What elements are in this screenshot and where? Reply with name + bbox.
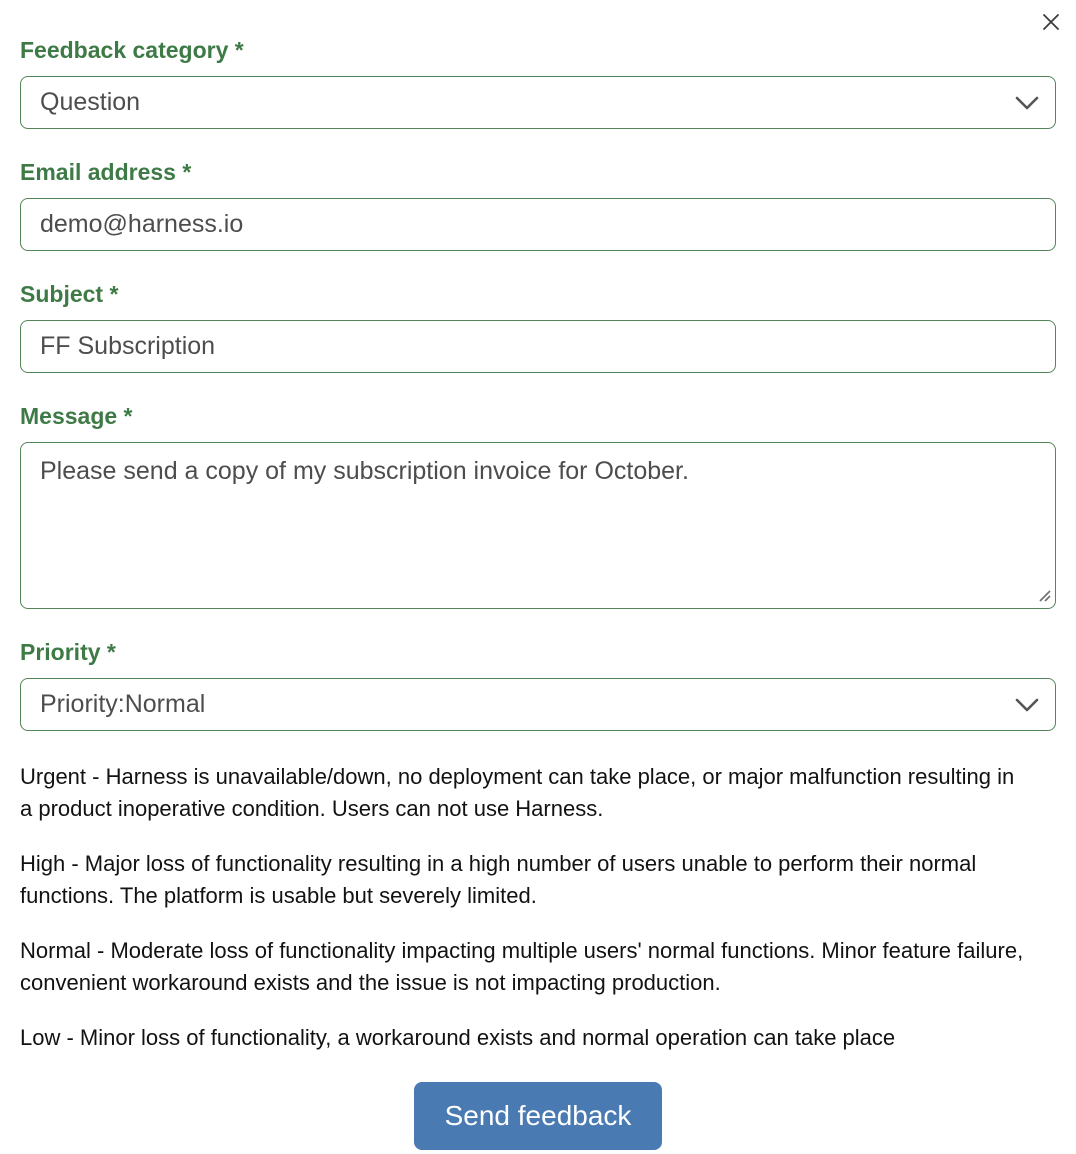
category-value: Question xyxy=(40,88,141,116)
resize-handle-icon[interactable] xyxy=(1037,588,1051,602)
message-textarea-wrap xyxy=(20,442,1056,609)
subject-label: Subject * xyxy=(20,281,119,307)
message-label: Message * xyxy=(20,403,133,429)
message-textarea[interactable] xyxy=(20,442,1056,609)
priority-description-high: High - Major loss of functionality resulting in a high number of users unable to perform their normal functions. The platform is usable but severely limited. xyxy=(20,851,977,908)
chevron-down-icon xyxy=(1015,88,1039,117)
email-label: Email address * xyxy=(20,159,192,185)
send-feedback-button[interactable]: Send feedback xyxy=(414,1082,663,1150)
priority-value: Priority:Normal xyxy=(40,690,206,718)
close-icon xyxy=(1041,12,1061,35)
close-button[interactable] xyxy=(1038,10,1064,36)
category-select[interactable] xyxy=(20,76,1056,129)
subject-field[interactable] xyxy=(20,320,1056,373)
priority-label: Priority * xyxy=(20,639,116,665)
category-label: Feedback category * xyxy=(20,37,244,63)
priority-description-low: Low - Minor loss of functionality, a workaround exists and normal operation can take place xyxy=(20,1025,896,1050)
priority-description-normal: Normal - Moderate loss of functionality impacting multiple users' normal functions. Minor feature failure, convenient workaround exists and the issue is not impacting production. xyxy=(20,938,1024,995)
email-field[interactable] xyxy=(20,198,1056,251)
priority-description-urgent: Urgent - Harness is unavailable/down, no deployment can take place, or major malfunction resulting in a product inoperative condition. Users can not use Harness. xyxy=(20,764,1015,821)
chevron-down-icon xyxy=(1015,690,1039,719)
priority-descriptions xyxy=(20,761,1032,1054)
priority-select[interactable] xyxy=(20,678,1056,731)
